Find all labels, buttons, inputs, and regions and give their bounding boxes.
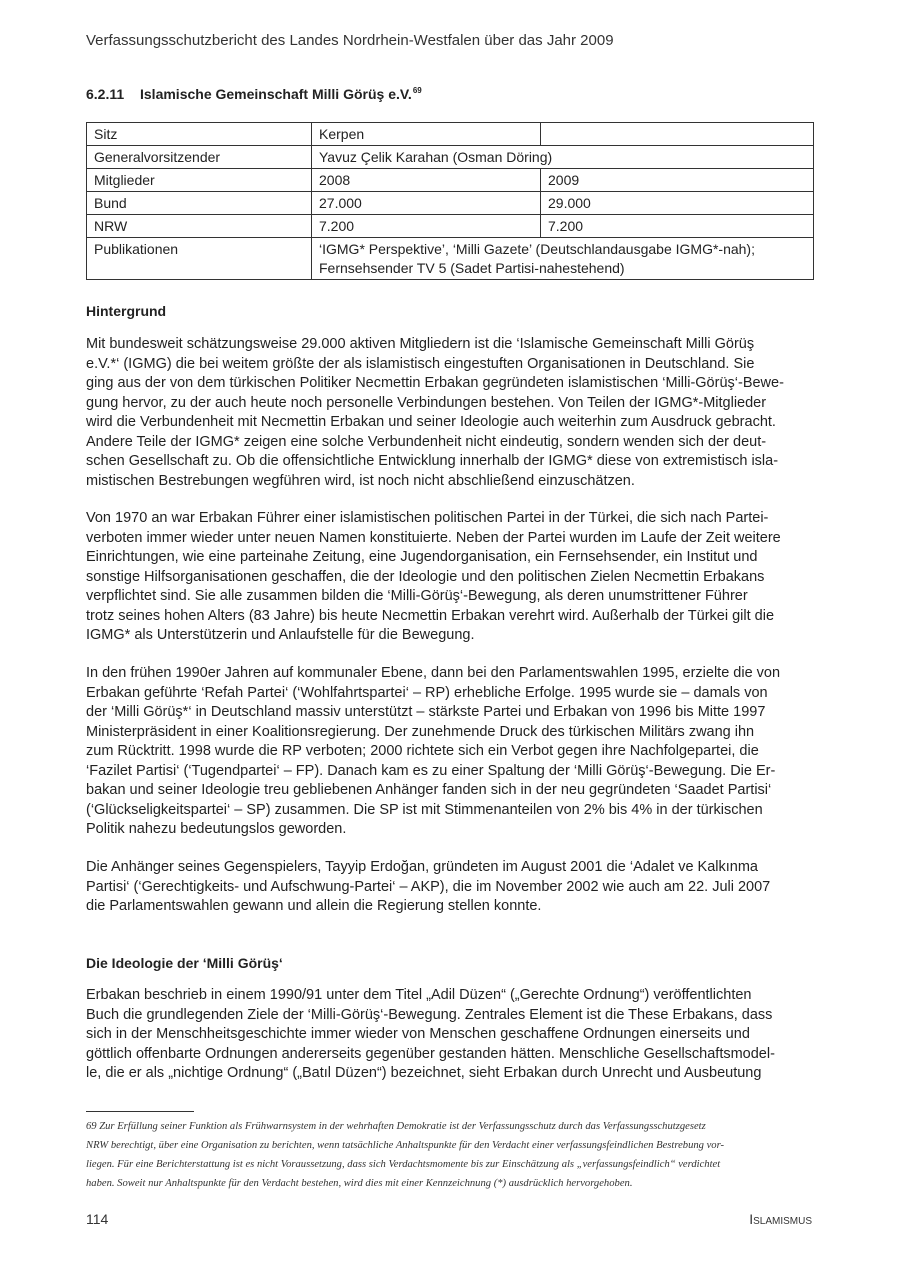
page-number: 114 xyxy=(86,1211,109,1227)
text-line: (‘Glückseligkeitspartei‘ – SP) zusammen. Die SP ist mit Stimmenanteilen von 2% bis 4% in der türkischen xyxy=(86,801,763,818)
paragraph xyxy=(86,858,826,917)
footnote-divider xyxy=(86,1111,194,1112)
text-line: göttlich offenbarte Ordnungen andererseits gegenüber gestanden hätten. Menschliche Gesellschaftsmodel- xyxy=(86,1045,775,1062)
text-line: ging aus der von dem türkischen Politiker Necmettin Erbakan gegründeten islamistischen ‘Milli-Görüş‘-Bewe- xyxy=(86,375,784,391)
paragraph xyxy=(86,335,826,491)
paragraph xyxy=(86,664,826,840)
table-row xyxy=(87,169,814,192)
text-line: die Parlamentswahlen gewann und allein die Regierung stellen konnte. xyxy=(86,898,542,914)
footnote xyxy=(86,1117,826,1193)
text-line: Andere Teile der IGMG* zeigen eine solche Verbundenheit nicht eindeutig, sondern wenden sich der deut- xyxy=(86,433,767,450)
text-line: In den frühen 1990er Jahren auf kommunaler Ebene, dann bei den Parlamentswahlen 1995, erzielte die von xyxy=(86,665,781,681)
running-header: Verfassungsschutzbericht des Landes Nordrhein-Westfalen über das Jahr 2009 xyxy=(86,32,614,49)
footnote-line: haben. Soweit nur Anhaltspunkte für den Verdacht bestehen, wird dies mit einer Kennzeichnung (*) ausdrücklich hervorgehoben. xyxy=(86,1178,633,1189)
footnote-line: liegen. Für eine Berichterstattung ist es nicht Voraussetzung, dass sich Verdachtsmomente bis zur Einschätzung als „verfassungsfeindlich“ verdichtet xyxy=(86,1159,721,1170)
text-line: Politik nahezu bedeutungslos geworden. xyxy=(86,821,347,837)
text-line: verboten immer wieder unter neuen Namen konstituierte. Neben der Partei wurden im Laufe der Zeit weitere xyxy=(86,529,781,546)
table-cell: 29.000 xyxy=(541,192,814,215)
organization-info-table xyxy=(86,122,814,280)
text-line: der ‘Milli Görüş*‘ in Deutschland massiv unterstützt – stärkste Partei und Erbakan von 1996 bis Mitte 1997 xyxy=(86,704,766,720)
text-line: zum Rücktritt. 1998 wurde die RP verboten; 2000 richtete sich ein Verbot gegen ihre Nachfolgepartei, die xyxy=(86,743,759,759)
text-line: Einrichtungen, wie eine parteinahe Zeitung, eine Jugendorganisation, ein Fernsehsender, ein Institut und xyxy=(86,549,758,565)
table-row xyxy=(87,238,814,280)
section-number: 6.2.11 xyxy=(86,86,125,102)
paragraph xyxy=(86,509,826,646)
heading-ideologie: Die Ideologie der ‘Milli Görüş‘ xyxy=(86,955,283,971)
text-line: ‘Fazilet Partisi‘ (‘Tugendpartei‘ – FP). Danach kam es zu einer Spaltung der ‘Milli Görüş‘-Bewegung. Die Er- xyxy=(86,762,776,779)
table-cell: 7.200 xyxy=(312,215,541,238)
text-line: bakan und seiner Ideologie treu gebliebenen Anhänger fanden sich in der neu gegründeten ‘Saadet Partisi‘ xyxy=(86,782,772,798)
text-line: Mit bundesweit schätzungsweise 29.000 aktiven Mitgliedern ist die ‘Islamische Gemeinschaft Milli Görüş xyxy=(86,336,755,352)
table-cell: Generalvorsitzender xyxy=(87,146,312,169)
section-title-text: Islamische Gemeinschaft Milli Görüş e.V. xyxy=(140,86,412,102)
text-line: verpflichtet sind. Sie alle zusammen bilden die ‘Milli-Görüş‘-Bewegung, als deren unumstrittener Führer xyxy=(86,588,748,604)
text-line: sonstige Hilfsorganisationen geschaffen, die der Ideologie und den politischen Zielen Necmettin Erbakans xyxy=(86,568,765,585)
table-cell: Publikationen xyxy=(87,238,312,280)
text-line: IGMG* als Unterstützerin und Anlaufstelle für die Bewegung. xyxy=(86,627,475,643)
footnote-ref: 69 xyxy=(412,86,422,95)
table-cell-line: Fernsehsender TV 5 (Sadet Partisi-nahestehend) xyxy=(319,260,625,276)
table-row xyxy=(87,146,814,169)
running-footer-section: Islamismus xyxy=(749,1211,812,1227)
table-row xyxy=(87,215,814,238)
text-line: Partisi‘ (‘Gerechtigkeits- und Aufschwung-Partei‘ – AKP), die im November 2002 wie auch am 22. Juli 2007 xyxy=(86,878,771,895)
table-cell: NRW xyxy=(87,215,312,238)
heading-hintergrund: Hintergrund xyxy=(86,303,167,319)
section-title xyxy=(86,81,860,104)
table-cell: Yavuz Çelik Karahan (Osman Döring) xyxy=(312,146,814,169)
text-line: trotz seines hohen Alters (83 Jahre) bis heute Necmettin Erbakan verehrt wird. Außerhalb der Türkei gilt die xyxy=(86,607,775,624)
table-cell: 7.200 xyxy=(541,215,814,238)
table-cell xyxy=(312,238,814,280)
table-cell: Mitglieder xyxy=(87,169,312,192)
table-cell xyxy=(541,123,814,146)
footnote-line: NRW berechtigt, über eine Organisation zu berichten, wenn tatsächliche Anhaltspunkte für den Verdacht einer verfassungsfeindlichen Bestrebung vor- xyxy=(86,1140,725,1151)
table-cell: Bund xyxy=(87,192,312,215)
text-line: Ministerpräsident in einer Koalitionsregierung. Der zunehmende Druck des türkischen Militärs zwang ihn xyxy=(86,723,755,740)
paragraph xyxy=(86,986,826,1084)
text-line: Erbakan beschrieb in einem 1990/91 unter dem Titel „Adil Düzen“ („Gerechte Ordnung“) veröffentlichten xyxy=(86,987,752,1003)
table-cell: Sitz xyxy=(87,123,312,146)
table-cell-line: ‘IGMG* Perspektive’, ‘Milli Gazete’ (Deutschlandausgabe IGMG*-nah); xyxy=(319,241,755,257)
text-line: Erbakan geführte ‘Refah Partei‘ (‘Wohlfahrtspartei‘ – RP) erhebliche Erfolge. 1995 wurde sie – damals von xyxy=(86,684,768,701)
text-line: mistischen Bestrebungen wegführen wird, ist noch nicht abschließend einzuschätzen. xyxy=(86,472,635,489)
table-cell: 27.000 xyxy=(312,192,541,215)
text-line: schen Gesellschaft zu. Ob die offensichtliche Entwicklung innerhalb der IGMG* diese von extremistisch isla- xyxy=(86,453,779,469)
table-row xyxy=(87,192,814,215)
text-line: Die Anhänger seines Gegenspielers, Tayyip Erdoğan, gründeten im August 2001 die ‘Adalet ve Kalkınma xyxy=(86,859,758,875)
text-line: le, die er als „nichtige Ordnung“ („Batıl Düzen“) bezeichnet, sieht Erbakan durch Unrecht und Ausbeutung xyxy=(86,1065,762,1081)
text-line: sich in der Menschheitsgeschichte immer wieder von Menschen geschaffene Ordnungen einerseits und xyxy=(86,1026,750,1042)
table-cell: 2008 xyxy=(312,169,541,192)
text-line: Buch die grundlegenden Ziele der ‘Milli-Görüş‘-Bewegung. Zentrales Element ist die These Erbakans, dass xyxy=(86,1006,773,1023)
table-cell: Kerpen xyxy=(312,123,541,146)
footnote-line: 69 Zur Erfüllung seiner Funktion als Frühwarnsystem in der wehrhaften Demokratie ist der Verfassungsschutz durch das Verfassungsschutzgesetz xyxy=(86,1121,706,1132)
text-line: gung hervor, zu der auch heute noch personelle Verbindungen bestehen. Von Teilen der IGMG*-Mitglieder xyxy=(86,394,767,411)
text-line: e.V.*‘ (IGMG) die bei weitem größte der als islamistisch eingestuften Organisationen in Deutschland. Sie xyxy=(86,355,755,372)
table-row xyxy=(87,123,814,146)
text-line: Von 1970 an war Erbakan Führer einer islamistischen politischen Partei in der Türkei, die sich nach Partei- xyxy=(86,510,769,526)
text-line: wird die Verbundenheit mit Necmettin Erbakan und seiner Ideologie auch weiterhin zum Ausdruck gebracht. xyxy=(86,414,776,430)
table-cell: 2009 xyxy=(541,169,814,192)
